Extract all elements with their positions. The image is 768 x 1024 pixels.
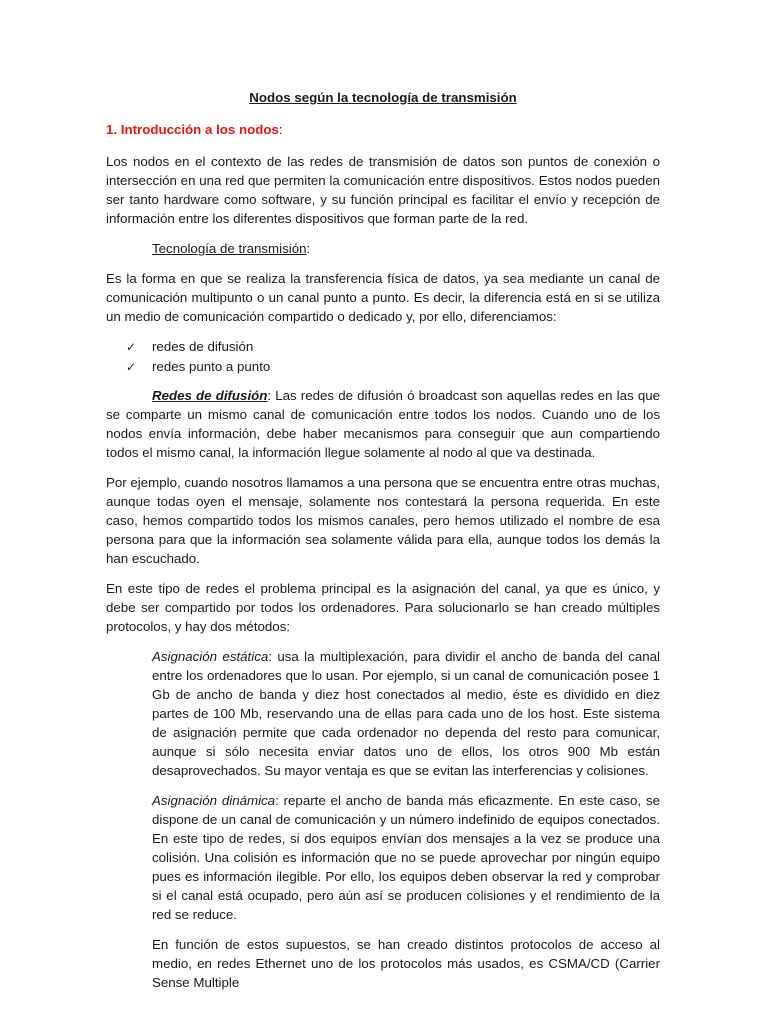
list-item-label: redes punto a punto	[152, 359, 271, 374]
difusion-term: Redes de difusión	[152, 388, 268, 403]
section-heading	[106, 120, 660, 139]
list-item-label: redes de difusión	[152, 339, 254, 354]
section-heading-colon: :	[278, 122, 283, 137]
protocols-paragraph: En función de estos supuestos, se han creado distintos protocolos de acceso al medio, en redes Ethernet uno de los protocolos más usados, es CSMA/CD (Carrier Sense Multiple	[152, 937, 660, 990]
static-body: : usa la multiplexación, para dividir el ancho de banda del canal entre los ordenadores que lo usan. Por ejemplo, si un canal de comunicación posee 1 Gb de ancho de banda y diez host conectados al medio, éste es dividido en diez partes de 100 Mb, reservando una de ellas para cada uno de los host. Este sistema de asignación permite que cada ordenador no dependa del resto para comunicar, aunque si sólo necesita enviar datos uno de ellos, los otros 900 Mb están desaprovechados. Su mayor ventaja es que se evitan las interferencias y colisiones.	[152, 649, 660, 778]
dynamic-term: Asignación dinámica	[152, 793, 276, 808]
difusion-paragraph	[106, 386, 660, 462]
network-type-list	[106, 337, 660, 377]
tech-subheading	[152, 239, 660, 258]
dynamic-assignment-paragraph	[152, 791, 660, 924]
tech-subheading-text: Tecnología de transmisión	[152, 241, 307, 256]
tech-subheading-colon: :	[306, 241, 311, 256]
list-item	[126, 337, 660, 357]
check-icon: ✓	[126, 360, 137, 374]
problem-paragraph: En este tipo de redes el problema principal es la asignación del canal, ya que es único, y debe ser compartido por todos los ordenadores. Para solucionarlo se han creado múltiples protocolos, y hay dos métodos:	[106, 581, 660, 634]
check-icon: ✓	[126, 340, 137, 354]
difusion-body: : Las redes de difusión ó broadcast son aquellas redes en las que se comparte un mismo canal de comunicación entre todos los nodos. Cuando uno de los nodos envía información, debe haber mecanismos para conseguir que aun compartiendo todos el mismo canal, la información llegue solamente al nodo al que va destinada.	[106, 388, 660, 460]
dynamic-body: : reparte el ancho de banda más eficazmente. En este caso, se dispone de un canal de comunicación y un número indefinido de equipos conectados. En este tipo de redes, si dos equipos envían dos mensajes a la vez se produce una colisión. Una colisión es información que no se puede aprovechar por ningún equipo pues es información ilegible. Por ello, los equipos deben observar la red y comprobar si el canal está ocupado, pero aún así se producen colisiones y el rendimiento de la red se reduce.	[152, 793, 660, 922]
section-heading-text: 1. Introducción a los nodos	[106, 122, 279, 137]
list-item	[126, 357, 660, 377]
tech-paragraph: Es la forma en que se realiza la transferencia física de datos, ya sea mediante un canal de comunicación multipunto o un canal punto a punto. Es decir, la diferencia está en si se utiliza un medio de comunicación compartido o dedicado y, por ello, diferenciamos:	[106, 271, 660, 324]
intro-paragraph: Los nodos en el contexto de las redes de transmisión de datos son puntos de conexión o intersección en una red que permiten la comunicación entre dispositivos. Estos nodos pueden ser tanto hardware como software, y su función principal es facilitar el envío y recepción de información entre los diferentes dispositivos que forman parte de la red.	[106, 154, 660, 226]
static-assignment-paragraph	[152, 647, 660, 780]
document-title: Nodos según la tecnología de transmisión	[249, 90, 517, 105]
static-term: Asignación estática	[152, 649, 269, 664]
example-paragraph: Por ejemplo, cuando nosotros llamamos a una persona que se encuentra entre otras muchas, aunque todas oyen el mensaje, solamente nos contestará la persona requerida. En este caso, hemos compartido todos los mismos canales, pero hemos utilizado el nombre de esa persona para que la información sea solamente válida para ella, aunque todos los demás la han escuchado.	[106, 475, 660, 566]
document-body	[106, 88, 660, 1003]
